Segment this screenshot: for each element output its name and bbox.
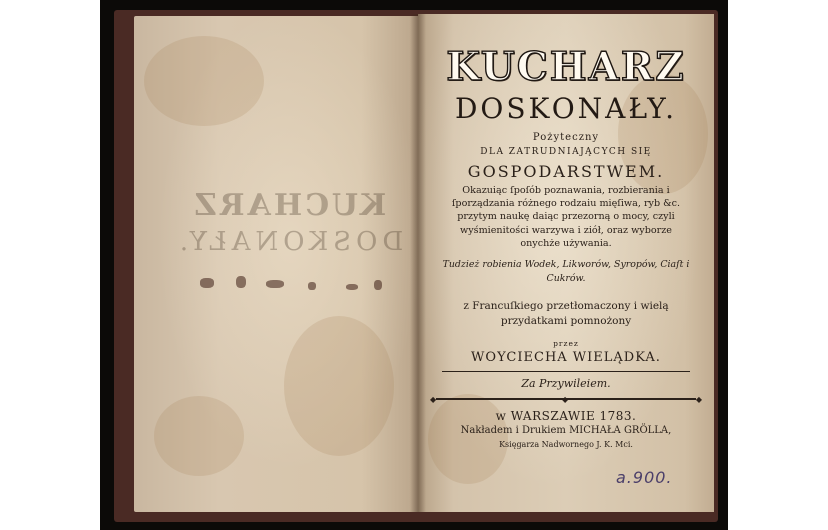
useful-line: Pożyteczny [532,132,600,143]
audience-line: DLA ZATRUDNIAJĄCYCH SIĘ [480,147,652,157]
paper-stain [154,396,244,476]
shelfmark-annotation: a.900. [616,468,673,487]
divider-rule [442,371,690,372]
ink-smudges [196,270,396,300]
privilege-line: Za Przywileiem. [521,377,611,390]
book-title: KUCHARZ [446,44,686,90]
bleed-title: KUCHARZ [191,188,387,223]
imprint-publisher: Nakładem i Drukiem MICHAŁA GRÖLLA, [460,425,672,436]
by-line: przez [553,339,579,348]
description-paragraph: Okazuiąc ſpoſób poznawania, rozbierania i ſporządzania różnego rodzaiu mięſiwa, ryb &c. przytym naukę daiąc przezorną o mocy, czyli wyśmienitości warzywa i ziół, oraz wyborze onychże używania. [451,185,681,249]
title-page [418,14,714,512]
book-gutter [410,14,426,512]
extra-contents: Tudzież robienia Wodek, Likworów, Syropów, Ciaſt i Cukrów. [442,259,690,284]
paper-stain [144,36,264,126]
ornament-rule: ◆ ◆ ◆ [430,395,702,404]
left-page [134,16,418,512]
paper-stain [284,316,394,456]
imprint-bookseller: Księgarza Nadwornego J. K. Mci. [499,440,633,449]
bleed-through-text [164,188,414,257]
paper-stain [428,394,508,484]
translation-note: z Francuſkiego przetłomaczony i wielą przydatkami pomnożony [463,300,669,327]
household-line: GOSPODARSTWEM. [467,162,665,181]
bleed-subtitle: DOSKONAŁY. [174,227,404,257]
book-photo [100,0,728,530]
author-name: WOYCIECHA WIELĄDKA. [471,350,661,365]
book-title-line2: DOSKONAŁY. [454,92,678,125]
imprint-place-year: w WARSZAWIE 1783. [495,409,637,423]
